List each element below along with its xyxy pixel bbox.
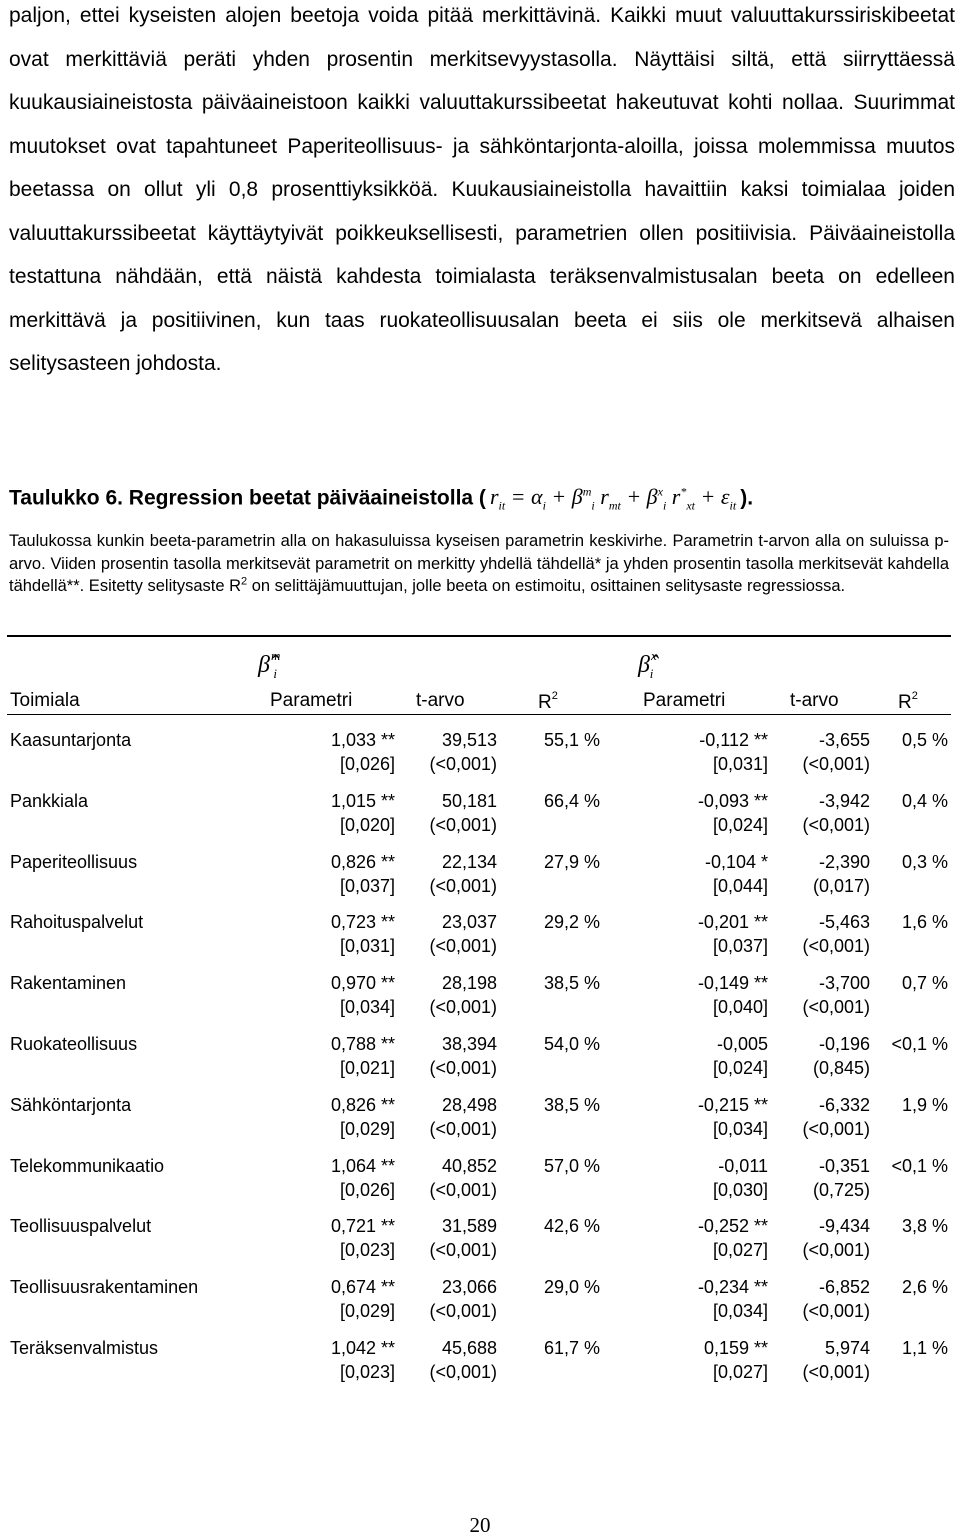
- cell-tm: 22,134 (<0,001): [429, 851, 497, 896]
- cell-r2m: 29,0 %: [543, 1277, 600, 1298]
- cell-bm: 0,826 ** [0,029]: [330, 1094, 395, 1139]
- cell-bx: -0,011 [0,030]: [712, 1155, 768, 1200]
- cell-industry: Paperiteollisuus: [10, 851, 138, 872]
- note-sup: 2: [241, 575, 248, 588]
- col-header-t-m: t-arvo: [416, 690, 465, 711]
- cell-r2m: 66,4 %: [543, 790, 600, 811]
- cell-industry: Rakentaminen: [10, 973, 127, 994]
- regression-formula: $r_{it} = \alpha_i + \beta^m_i$ $r_{mt} + \beta^x_i$ $r^*_{xt} + \varepsilon_{it}$: [489, 484, 737, 513]
- table-row: [0, 910, 960, 970]
- cell-tm: 28,198 (<0,001): [429, 973, 497, 1018]
- cell-r2x: <0,1 %: [891, 1155, 948, 1176]
- table-row: [0, 971, 960, 1031]
- table-note: [9, 530, 949, 598]
- col-header-industry: Toimiala: [10, 690, 80, 711]
- cell-bx: -0,201 ** [0,037]: [697, 912, 768, 957]
- cell-tm: 28,498 (<0,001): [429, 1094, 497, 1139]
- cell-tx: -3,655 (<0,001): [802, 730, 870, 774]
- cell-tx: -6,852 (<0,001): [802, 1277, 870, 1322]
- cell-r2x: 1,1 %: [901, 1338, 948, 1358]
- cell-bm: 0,970 ** [0,034]: [330, 973, 395, 1018]
- caption-label: Taulukko 6. Regression beetat päiväaineistolla (: [9, 486, 486, 510]
- table-row: [0, 1214, 960, 1274]
- cell-bm: 1,015 ** [0,020]: [330, 790, 395, 835]
- cell-r2x: 0,5 %: [901, 730, 948, 750]
- table-row: [0, 850, 960, 910]
- cell-tx: -2,390 (0,017): [812, 851, 870, 896]
- cell-r2x: 1,6 %: [901, 912, 948, 933]
- cell-r2m: 27,9 %: [543, 851, 600, 872]
- cell-industry: Teollisuusrakentaminen: [10, 1277, 199, 1298]
- cell-industry: Pankkiala: [10, 790, 89, 811]
- cell-r2m: 38,5 %: [543, 1094, 600, 1115]
- cell-bx: 0,159 ** [0,027]: [703, 1338, 768, 1382]
- cell-industry: Teräksenvalmistus: [10, 1338, 159, 1358]
- cell-bx: -0,252 ** [0,027]: [697, 1216, 768, 1261]
- cell-r2x: <0,1 %: [891, 1034, 948, 1054]
- cell-r2x: 3,8 %: [901, 1216, 948, 1237]
- cell-tm: 39,513 (<0,001): [429, 730, 497, 774]
- cell-industry: Kaasuntarjonta: [10, 730, 132, 750]
- table-row: [0, 728, 960, 788]
- cell-industry: Teollisuuspalvelut: [10, 1216, 152, 1237]
- cell-r2m: 57,0 %: [543, 1155, 600, 1176]
- table-row: [0, 1093, 960, 1153]
- cell-r2x: 0,4 %: [901, 790, 948, 811]
- cell-tx: -3,942 (<0,001): [802, 790, 870, 835]
- note-text-1: Taulukossa kunkin beeta-parametrin alla on hakasuluissa kyseisen parametrin keskivirhe. Parametrin t-arvon alla on suluissa p-arvo. Viiden prosentin tasolla merkitsevät parametrit on merkitty yhdellä tähdellä* ja yhden prosentin tasolla merkitsevät kahdella tähdellä**. Esitetty selitysaste R: [9, 532, 949, 595]
- beta-m-header: β̂$^m_i$: [258, 648, 281, 681]
- cell-bm: 0,723 ** [0,031]: [330, 912, 395, 957]
- cell-tm: 23,037 (<0,001): [429, 912, 497, 957]
- table-caption: [9, 474, 955, 524]
- cell-tm: 45,688 (<0,001): [429, 1338, 497, 1382]
- cell-bx: -0,234 ** [0,034]: [697, 1277, 768, 1322]
- cell-r2x: 2,6 %: [901, 1277, 948, 1298]
- col-header-param-m: Parametri: [270, 690, 353, 711]
- cell-bm: 0,826 ** [0,037]: [330, 851, 395, 896]
- cell-r2m: 42,6 %: [543, 1216, 600, 1237]
- body-paragraph: paljon, ettei kyseisten alojen beetoja voida pitää merkittävinä. Kaikki muut valuuttakurssiriskibeetat ovat merkittäviä peräti yhden prosentin merkitsevyystasolla. Näyttäisi siltä, että siirryttäessä kuukausiaineistosta päiväaineistoon kaikki valuuttakurssibeetat hakeutuvat kohti nollaa. Suurimmat muutokset ovat tapahtuneet Paperiteollisuus- ja sähköntarjonta-aloilla, joissa molemmissa muutos beetassa on ollut yli 0,8 prosenttiyksikköä. Kuukausiaineistolla havaittiin kaksi toimialaa joiden valuuttakurssibeetat käyttäytyivät poikkeuksellisesti, parametrien ollen positiivisia. Päiväaineistolla testattuna nähdään, että näistä kahdesta toimialasta teräksenvalmistusalan beeta on edelleen merkittävä ja positiivinen, kun taas ruokateollisuusalan beeta ei siis ole merkitsevä alhaisen selitysasteen johdosta.: [9, 4, 955, 375]
- cell-r2x: 0,7 %: [901, 973, 948, 994]
- table-row: [0, 789, 960, 849]
- cell-r2m: 54,0 %: [543, 1034, 600, 1054]
- cell-tx: -0,196 (0,845): [812, 1034, 870, 1078]
- table-row: [0, 1032, 960, 1092]
- col-header-r2-x: $R^2$: [898, 690, 918, 713]
- cell-bx: -0,005 [0,024]: [712, 1034, 768, 1078]
- cell-tm: 23,066 (<0,001): [429, 1277, 497, 1322]
- page-number: 20: [469, 1513, 491, 1537]
- cell-bm: 0,788 ** [0,021]: [330, 1034, 395, 1078]
- cell-r2m: 61,7 %: [543, 1338, 600, 1358]
- cell-bm: 1,033 ** [0,026]: [330, 730, 395, 774]
- cell-industry: Telekommunikaatio: [10, 1155, 165, 1176]
- cell-industry: Sähköntarjonta: [10, 1094, 132, 1115]
- table-row: [0, 1154, 960, 1214]
- table-top-rule: [7, 635, 951, 637]
- cell-r2x: 0,3 %: [901, 851, 948, 872]
- cell-tx: -9,434 (<0,001): [802, 1216, 870, 1261]
- cell-bx: -0,112 ** [0,031]: [699, 730, 768, 774]
- cell-r2m: 55,1 %: [543, 730, 600, 750]
- table-row: [0, 1336, 960, 1396]
- col-header-t-x: t-arvo: [790, 690, 839, 711]
- cell-bm: 1,042 ** [0,023]: [330, 1338, 395, 1382]
- cell-tx: 5,974 (<0,001): [802, 1338, 870, 1382]
- note-text-2: on selittäjämuuttujan, jolle beeta on estimoitu, osittainen selitysaste regressiossa.: [247, 577, 846, 595]
- cell-tx: -6,332 (<0,001): [802, 1094, 870, 1139]
- cell-bm: 0,674 ** [0,029]: [330, 1277, 395, 1322]
- beta-x-header: β̂$^x_i$: [638, 648, 657, 681]
- cell-tm: 40,852 (<0,001): [429, 1155, 497, 1200]
- cell-tm: 50,181 (<0,001): [429, 790, 497, 835]
- col-header-r2-m: $R^2$: [538, 690, 558, 713]
- cell-r2m: 29,2 %: [543, 912, 600, 933]
- table-header-rule: [7, 714, 951, 715]
- table-row: [0, 1275, 960, 1335]
- cell-bx: -0,093 ** [0,024]: [697, 790, 768, 835]
- cell-tm: 31,589 (<0,001): [429, 1216, 497, 1261]
- cell-bm: 1,064 ** [0,026]: [330, 1155, 395, 1200]
- col-header-param-x: Parametri: [643, 690, 726, 711]
- cell-r2m: 38,5 %: [543, 973, 600, 994]
- cell-tx: -3,700 (<0,001): [802, 973, 870, 1018]
- cell-bx: -0,149 ** [0,040]: [697, 973, 768, 1018]
- cell-bx: -0,215 ** [0,034]: [697, 1094, 768, 1139]
- cell-r2x: 1,9 %: [901, 1094, 948, 1115]
- cell-bm: 0,721 ** [0,023]: [330, 1216, 395, 1261]
- cell-bx: -0,104 * [0,044]: [704, 851, 768, 896]
- cell-industry: Rahoituspalvelut: [10, 912, 144, 933]
- caption-end: ).: [740, 486, 754, 510]
- cell-industry: Ruokateollisuus: [10, 1034, 138, 1054]
- cell-tx: -0,351 (0,725): [812, 1155, 870, 1200]
- cell-tm: 38,394 (<0,001): [429, 1034, 497, 1078]
- cell-tx: -5,463 (<0,001): [802, 912, 870, 957]
